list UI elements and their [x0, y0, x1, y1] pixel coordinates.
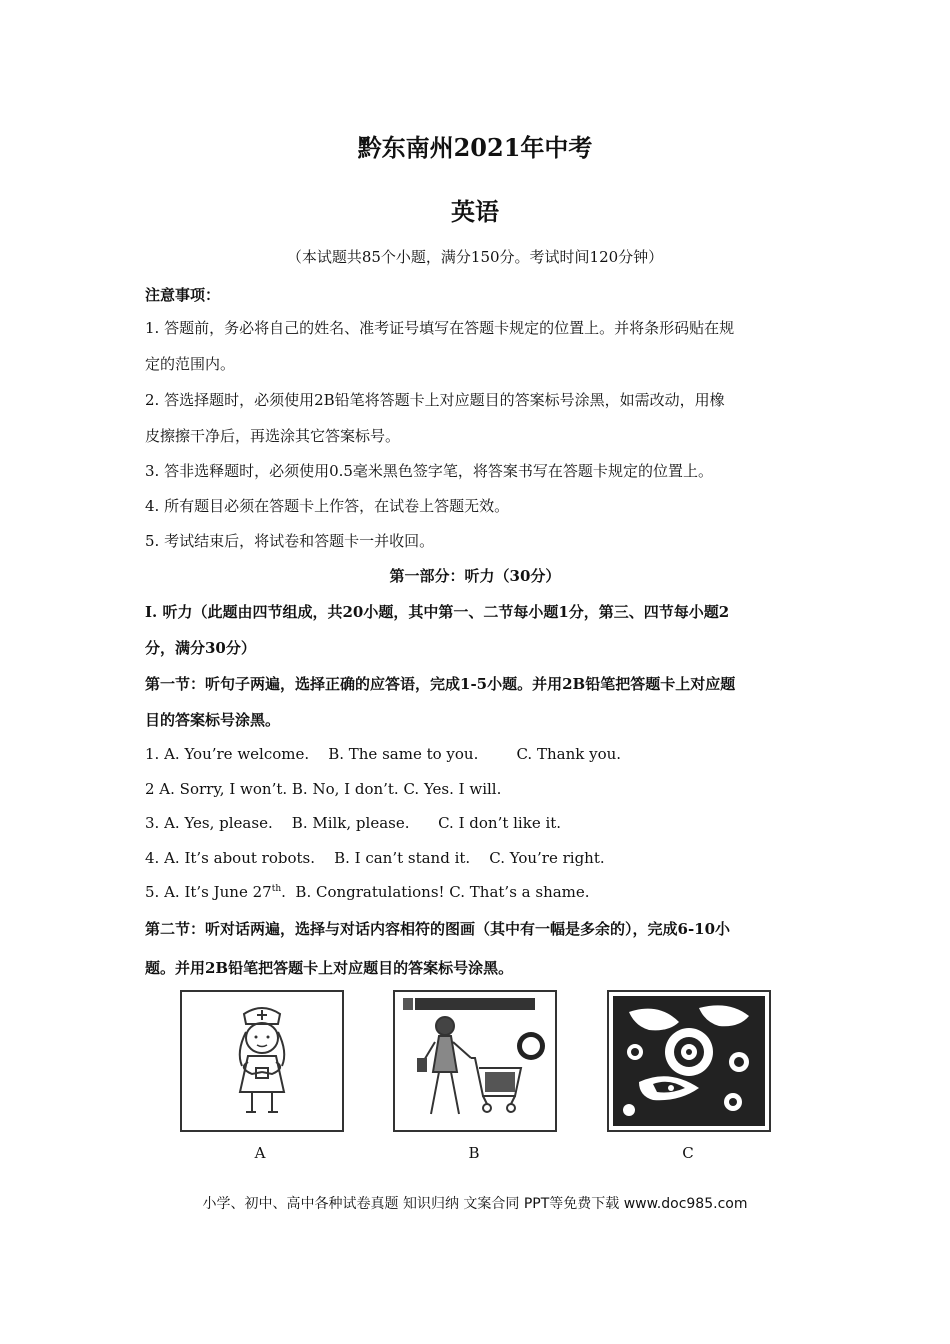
notice-line: 皮擦擦干净后，再选涂其它答案标号。 — [145, 427, 401, 445]
question-5-suffix: . B. Congratulations! C. That’s a shame. — [281, 883, 590, 901]
question-5 — [145, 883, 810, 901]
notice-line: 定的范围内。 — [145, 355, 236, 373]
section1-instruction: 第一节：听句子两遍，选择正确的应答语，完成1-5小题。并用2B铅笔把答题卡上对应题 — [145, 675, 736, 693]
ordinal-suffix: th — [271, 884, 282, 894]
question-3: 3. A. Yes, please. B. Milk, please. C. I don’t like it. — [145, 814, 562, 832]
picture-b-shopping — [393, 990, 557, 1132]
picture-label-b: B — [468, 1144, 480, 1162]
question-2: 2 A. Sorry, I won’t. B. No, I don’t. C. Yes. I will. — [145, 780, 502, 798]
section2-instruction: 题。并用2B铅笔把答题卡上对应题目的答案标号涂黑。 — [145, 959, 514, 977]
notice-line: 4. 所有题目必须在答题卡上作答，在试卷上答题无效。 — [145, 497, 510, 515]
question-1: 1. A. You’re welcome. B. The same to you. C. Thank you. — [145, 745, 622, 763]
exam-note: （本试题共85个小题，满分150分。考试时间120分钟） — [286, 248, 664, 266]
section2-instruction: 第二节：听对话两遍，选择与对话内容相符的图画（其中有一幅是多余的），完成6-10小 — [145, 920, 731, 938]
paper-cut-illustration — [609, 992, 769, 1130]
listening-intro: I. 听力（此题由四节组成，共20小题，其中第一、二节每小题1分，第三、四节每小题2 — [145, 603, 730, 621]
picture-a-nurse — [180, 990, 344, 1132]
picture-label-c: C — [682, 1144, 694, 1162]
section1-instruction: 目的答案标号涂黑。 — [145, 711, 281, 729]
subject-title: 英语 — [451, 197, 499, 226]
notice-line: 5. 考试结束后，将试卷和答题卡一并收回。 — [145, 532, 435, 550]
nurse-illustration — [182, 992, 342, 1130]
exam-title: 黔东南州2021年中考 — [357, 133, 593, 162]
listening-intro: 分，满分30分） — [145, 639, 256, 657]
notice-line: 2. 答选择题时，必须使用2B铅笔将答题卡上对应题目的答案标号涂黑，如需改动，用橡 — [145, 391, 725, 409]
shopping-illustration — [395, 992, 555, 1130]
picture-label-a: A — [254, 1144, 266, 1162]
notice-heading: 注意事项： — [145, 286, 221, 304]
question-5-prefix: 5. A. It’s June 27 — [145, 883, 272, 901]
notice-line: 3. 答非选释题时，必须使用0.5毫米黑色签字笔，将答案书写在答题卡规定的位置上。 — [145, 462, 713, 480]
notice-line: 1. 答题前，务必将自己的姓名、准考证号填写在答题卡规定的位置上。并将条形码贴在规 — [145, 319, 735, 337]
part1-title: 第一部分：听力（30分） — [389, 567, 561, 585]
picture-c-paper-cut — [607, 990, 771, 1132]
footer-watermark: 小学、初中、高中各种试卷真题 知识归纳 文案合同 PPT等免费下载 www.doc985.com — [202, 1196, 748, 1212]
question-4: 4. A. It’s about robots. B. I can’t stand it. C. You’re right. — [145, 849, 605, 867]
